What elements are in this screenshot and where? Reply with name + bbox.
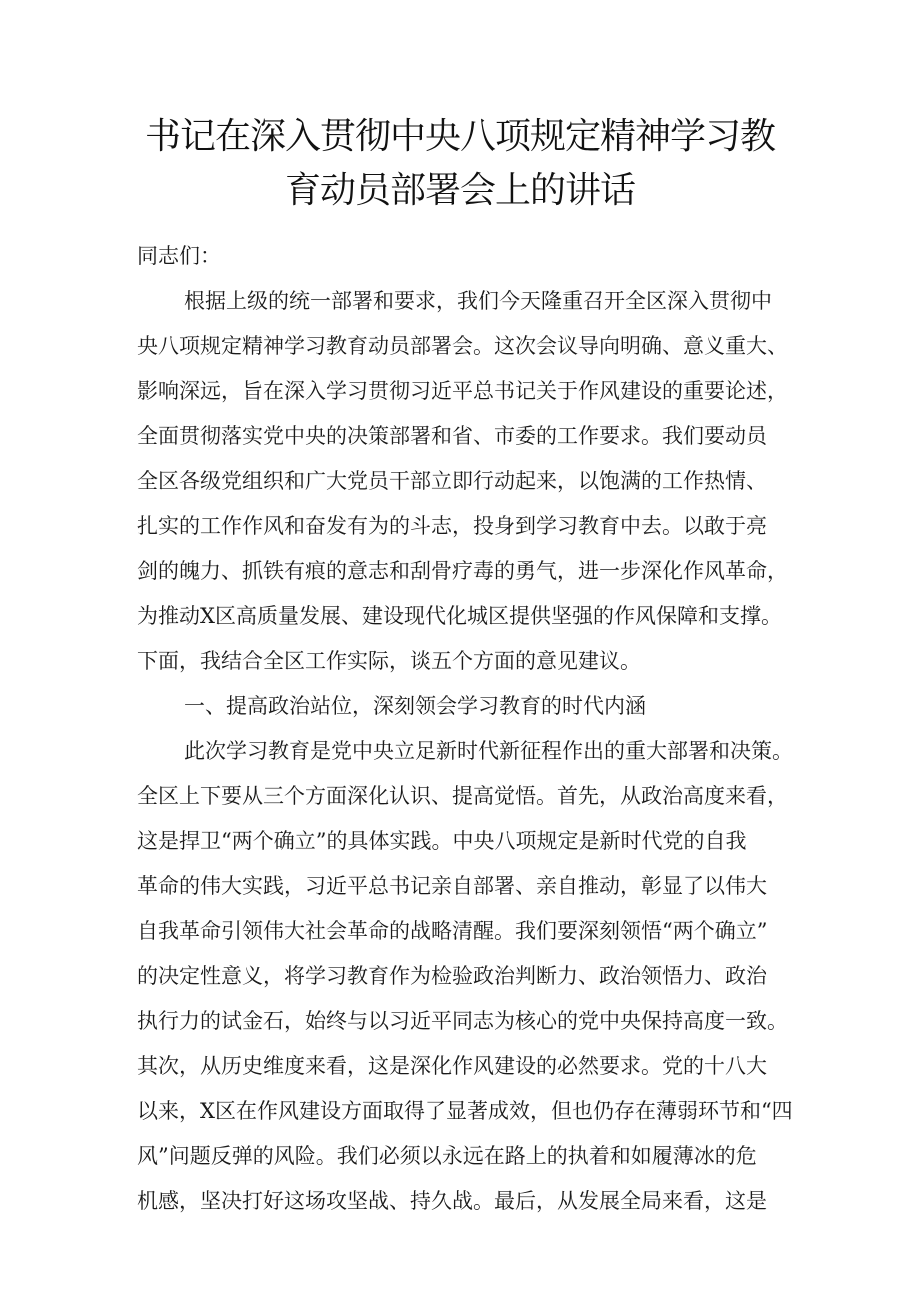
section-heading: 一、提高政治站位，深刻领会学习教育的时代内涵 [184,694,646,718]
title-line-1: 书记在深入贯彻中央八项规定精神学习教 [144,116,775,157]
paragraph-line: 执行力的试金石，始终与以习近平同志为核心的党中央保持高度一致。 [137,1009,788,1033]
paragraph-line: 全区各级党组织和广大党员干部立即行动起来，以饱满的工作热情、 [137,469,767,493]
paragraph-line: 央八项规定精神学习教育动员部署会。这次会议导向明确、意义重大、 [137,334,788,358]
salutation: 同志们： [137,244,221,268]
document-title [120,110,800,218]
paragraph-line: 下面，我结合全区工作实际，谈五个方面的意见建议。 [137,649,641,673]
paragraph-line: 为推动X区高质量发展、建设现代化城区提供坚强的作风保障和支撑。 [137,604,782,628]
paragraph-line: 剑的魄力、抓铁有痕的意志和刮骨疗毒的勇气，进一步深化作风革命， [137,559,788,583]
paragraph-line: 影响深远，旨在深入学习贯彻习近平总书记关于作风建设的重要论述， [137,379,788,403]
paragraph-line: 扎实的工作作风和奋发有为的斗志，投身到学习教育中去。以敢于亮 [137,514,767,538]
title-line-2: 育动员部署会上的讲话 [284,170,635,211]
paragraph-line: 这是捍卫“两个确立”的具体实践。中央八项规定是新时代党的自我 [137,829,747,853]
paragraph-line: 自我革命引领伟大社会革命的战略清醒。我们要深刻领悟“两个确立” [137,919,768,943]
paragraph-line: 的决定性意义，将学习教育作为检验政治判断力、政治领悟力、政治 [137,964,767,988]
paragraph-line: 全面贯彻落实党中央的决策部署和省、市委的工作要求。我们要动员 [137,424,767,448]
paragraph-line: 机感，坚决打好这场攻坚战、持久战。最后，从发展全局来看，这是 [137,1189,767,1213]
paragraph-line: 根据上级的统一部署和要求，我们今天隆重召开全区深入贯彻中 [184,289,772,313]
paragraph-line: 其次，从历史维度来看，这是深化作风建设的必然要求。党的十八大 [137,1054,767,1078]
paragraph-line: 此次学习教育是党中央立足新时代新征程作出的重大部署和决策。 [184,739,793,763]
paragraph-line: 风”问题反弹的风险。我们必须以永远在路上的执着和如履薄冰的危 [137,1144,757,1168]
paragraph-line: 以来，X区在作风建设方面取得了显著成效，但也仍存在薄弱环节和“四 [137,1099,793,1123]
paragraph-line: 革命的伟大实践，习近平总书记亲自部署、亲自推动，彰显了以伟大 [137,874,767,898]
paragraph-line: 全区上下要从三个方面深化认识、提高觉悟。首先，从政治高度来看， [137,784,788,808]
